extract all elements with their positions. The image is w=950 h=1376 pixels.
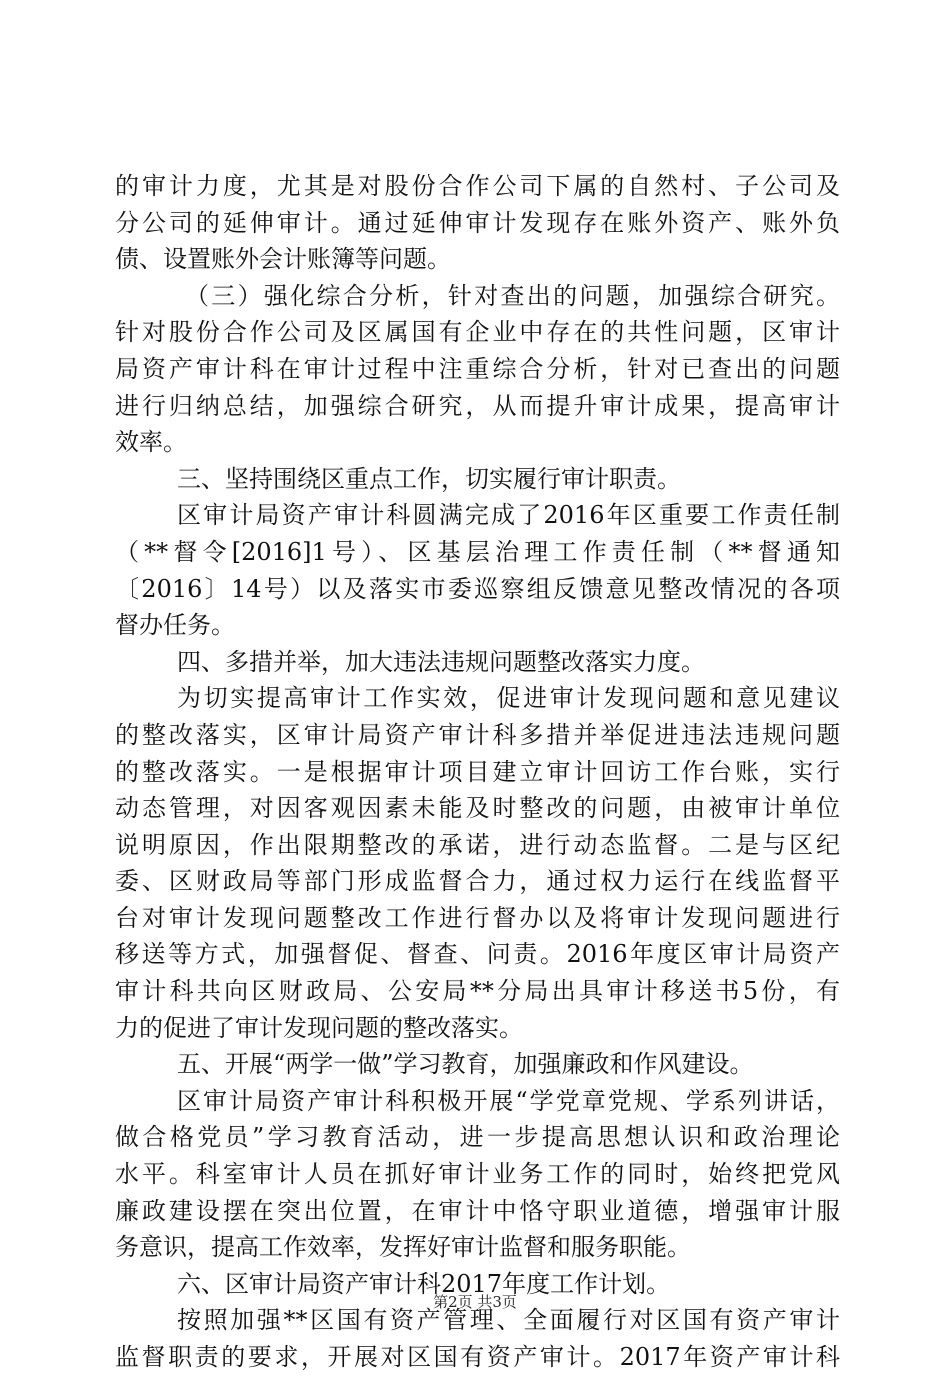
text-line: （**督令[2016]1号）、区基层治理工作责任制（**督通知 — [115, 537, 840, 566]
text-line: 效率。 — [115, 428, 187, 457]
text-line: 按照加强**区国有资产管理、全面履行对区国有资产审计 — [177, 1306, 840, 1335]
body-text — [115, 168, 840, 1376]
text-line: 督办任务。 — [115, 611, 235, 640]
text-line: 台对审计发现问题整改工作进行督办以及将审计发现问题进行 — [115, 903, 840, 932]
text-line: 的审计力度，尤其是对股份合作公司下属的自然村、子公司及 — [115, 172, 840, 200]
text-line: 的整改落实。一是根据审计项目建立审计回访工作台账，实行 — [115, 757, 840, 786]
text-line: 廉政建设摆在突出位置，在审计中恪守职业道德，增强审计服 — [115, 1196, 840, 1225]
text-line: 分公司的延伸审计。通过延伸审计发现存在账外资产、账外负 — [115, 208, 840, 237]
text-line: 区审计局资产审计科圆满完成了2016年区重要工作责任制 — [177, 501, 840, 530]
text-line: 监督职责的要求，开展对区国有资产审计。2017年资产审计科 — [115, 1343, 840, 1371]
text-line: 动态管理，对因客观因素未能及时整改的问题，由被审计单位 — [115, 794, 840, 823]
text-line: 局资产审计科在审计过程中注重综合分析，针对已查出的问题 — [115, 354, 840, 383]
text-line: 的整改落实，区审计局资产审计科多措并举促进违法违规问题 — [115, 720, 840, 749]
text-line: 务意识，提高工作效率，发挥好审计监督和服务职能。 — [115, 1233, 691, 1262]
section-heading: 六、区审计局资产审计科2017年度工作计划。 — [177, 1269, 671, 1298]
text-line: 做合格党员”学习教育活动，进一步提高思想认识和政治理论 — [115, 1123, 840, 1152]
section-heading: 三、坚持围绕区重点工作，切实履行审计职责。 — [177, 464, 681, 493]
text-line: 说明原因，作出限期整改的承诺，进行动态监督。二是与区纪 — [115, 830, 840, 859]
text-line: 进行归纳总结，加强综合研究，从而提升审计成果，提高审计 — [115, 391, 840, 420]
text-line: 〔2016〕14号）以及落实市委巡察组反馈意见整改情况的各项 — [115, 574, 840, 603]
section-heading: 五、开展“两学一做”学习教育，加强廉政和作风建设。 — [177, 1050, 754, 1079]
text-line: （三）强化综合分析，针对查出的问题，加强综合研究。 — [185, 281, 840, 310]
text-line: 水平。科室审计人员在抓好审计业务工作的同时，始终把党风 — [115, 1160, 840, 1189]
text-line: 债、设置账外会计账簿等问题。 — [115, 245, 451, 274]
section-heading: 四、多措并举，加大违法违规问题整改落实力度。 — [177, 647, 705, 676]
text-line: 移送等方式，加强督促、督查、问责。2016年度区审计局资产 — [115, 940, 840, 969]
text-line: 为切实提高审计工作实效，促进审计发现问题和意见建议 — [177, 684, 840, 713]
text-line: 区审计局资产审计科积极开展“学党章党规、学系列讲话， — [177, 1086, 840, 1115]
page-footer — [0, 1292, 950, 1312]
text-line: 审计科共向区财政局、公安局**分局出具审计移送书5份，有 — [115, 977, 840, 1006]
text-line: 力的促进了审计发现问题的整改落实。 — [115, 1013, 523, 1042]
text-line: 针对股份合作公司及区属国有企业中存在的共性问题，区审计 — [115, 318, 840, 347]
text-line: 委、区财政局等部门形成监督合力，通过权力运行在线监督平 — [115, 867, 840, 896]
page-number-label: 第2页 共3页 — [433, 1293, 517, 1311]
